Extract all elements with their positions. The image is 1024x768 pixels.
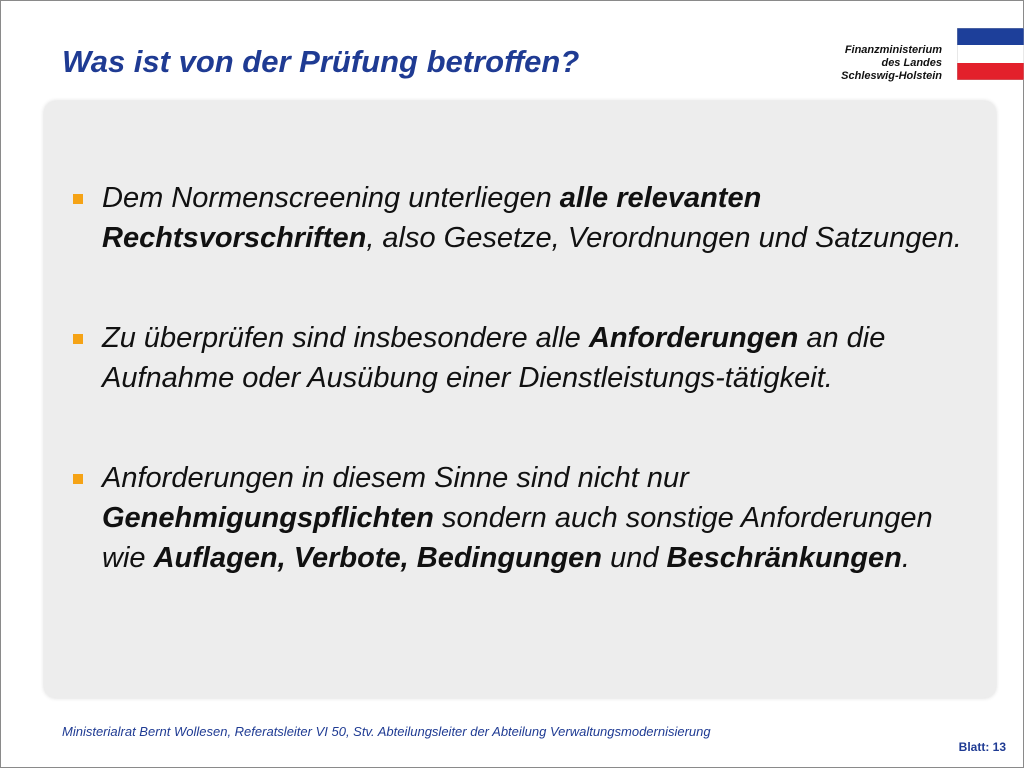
bullet-emphasis-text: Auflagen, Verbote, Bedingungen: [153, 542, 603, 574]
bullet-marker: [73, 474, 83, 484]
bullet-item-1: [102, 178, 962, 258]
bullet-emphasis-text: Beschränkungen: [666, 542, 902, 574]
bullet-text: sondern auch sonstige Anforderungen wie: [102, 502, 933, 574]
slide-title: Was ist von der Prüfung betroffen?: [62, 44, 580, 79]
page-number: Blatt: 13: [958, 740, 1006, 754]
bullet-text: .: [901, 542, 910, 574]
footer-author: Ministerialrat Bernt Wollesen, Referatsleiter VI 50, Stv. Abteilungsleiter der Abteilung Verwaltungsmodernisierung: [62, 724, 711, 739]
bullet-emphasis-text: Rechtsvorschriften: [102, 222, 367, 254]
bullet-text: an die Aufnahme oder Ausübung einer Dienstleistungs-tätigkeit.: [102, 322, 886, 394]
organization-line: Schleswig-Holstein: [841, 70, 942, 82]
bullet-text: Dem Normenscreening unterliegen: [102, 182, 560, 214]
bullet-emphasis-text: Anforderungen: [588, 322, 799, 354]
bullet-text: , also Gesetze, Verordnungen und Satzungen.: [366, 222, 962, 254]
bullet-text: und: [602, 542, 667, 574]
bullet-emphasis-text: alle relevanten: [559, 182, 762, 214]
bullet-marker: [73, 194, 83, 204]
bullet-text: Anforderungen in diesem Sinne sind nicht nur: [102, 462, 689, 494]
bullet-text: Zu überprüfen sind insbesondere alle: [102, 322, 589, 354]
bullet-emphasis-text: Genehmigungspflichten: [102, 502, 434, 534]
state-flag-logo: [957, 28, 1024, 80]
organization-name: [742, 44, 942, 83]
organization-line: des Landes: [881, 57, 942, 69]
bullet-item-3: [102, 458, 962, 578]
bullet-marker: [73, 334, 83, 344]
bullet-item-2: [102, 318, 962, 398]
organization-line: Finanzministerium: [844, 44, 942, 56]
